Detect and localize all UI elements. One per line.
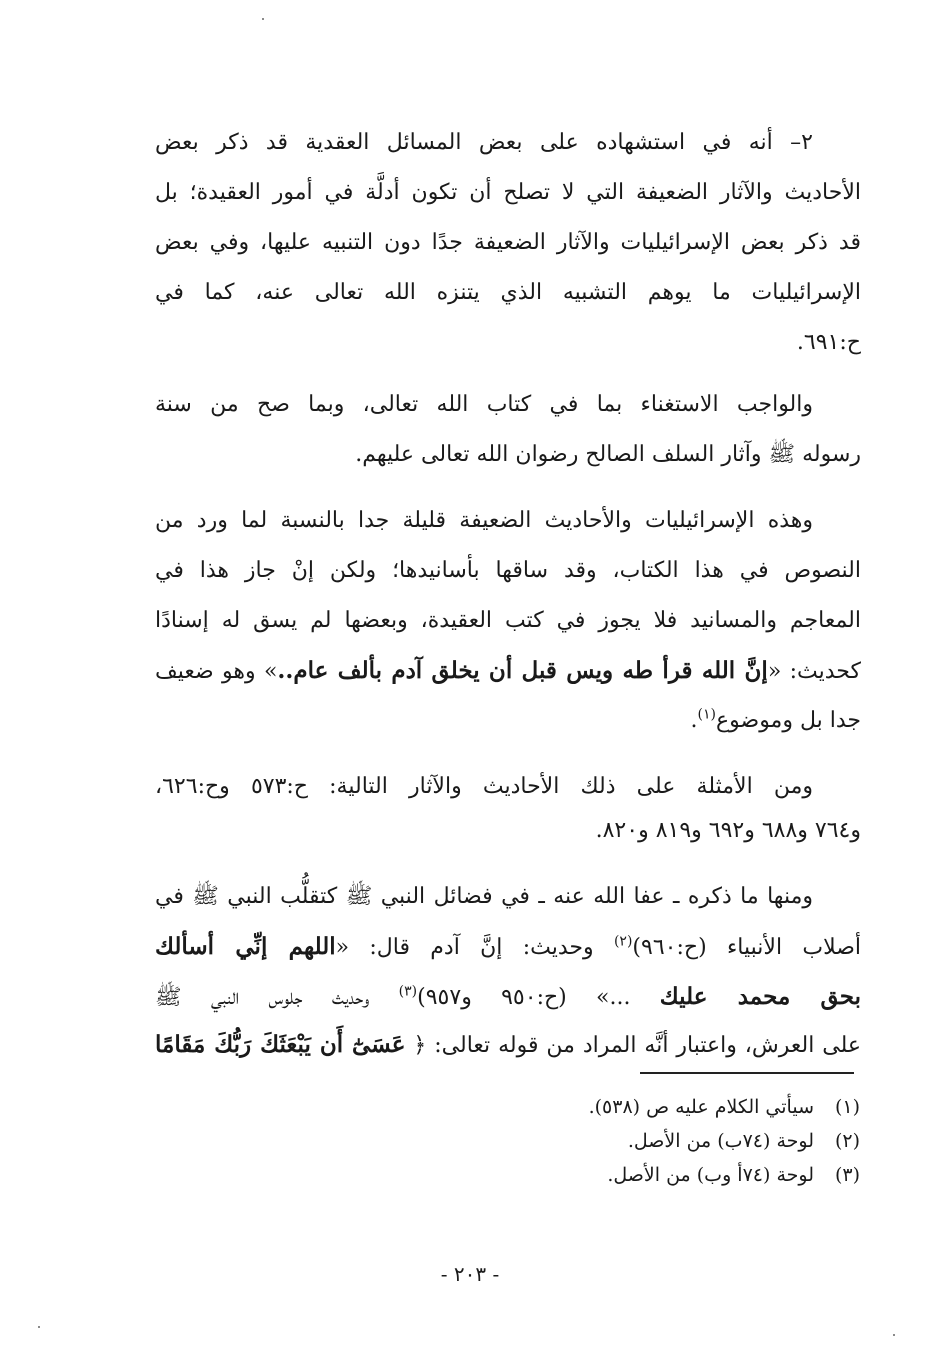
hadith-intro: كحديث: « (767, 659, 861, 684)
quran-verse: عَسَىٰٓ أَن يَبْعَثَكَ رَبُّكَ مَقَامًا (155, 1031, 406, 1058)
paragraph-1-line-4: الإسرائيليات ما يوهم التشبيه الذي يتنزه الله تعالى عنه، كما في (155, 280, 861, 305)
footnote-text: سيأتي الكلام عليه ص (٥٣٨). (588, 1096, 814, 1118)
footnote-text: لوحة (٧٤ب) من الأصل. (627, 1130, 814, 1152)
footnote-separator (640, 1072, 854, 1074)
paragraph-3-line-4 (155, 646, 861, 696)
page-number: - ٢٠٣ - (440, 1262, 500, 1286)
line-text: وحديث: إنَّ آدم قال: « (335, 935, 614, 960)
scan-speck (262, 18, 264, 20)
closing-end: . (690, 708, 698, 733)
paragraph-3-line-2: النصوص في هذا الكتاب، وقد ساقها بأسانيدها؛ ولكن إنْ جاز هذا في (155, 558, 861, 583)
paragraph-4-line-2: و٧٦٤ و٦٨٨ و٦٩٢ و٨١٩ و٨٢٠. (595, 818, 861, 843)
paragraph-5-line-3 (155, 972, 861, 1022)
paragraph-5-line-2 (155, 922, 861, 972)
footnote-2 (300, 1124, 860, 1158)
prayer-quote: اللهم إنِّي أسألك (155, 933, 336, 960)
hadith-outro: » وهو ضعيف (155, 659, 278, 684)
paragraph-5-line-1: ومنها ما ذكره ـ عفا الله عنه ـ في فضائل النبي ﷺ كتقلُّب النبي ﷺ في (155, 884, 813, 909)
paragraph-4-line-1: ومن الأمثلة على ذلك الأحاديث والآثار التالية: ح:٥٧٣ وح:٦٢٦، (155, 774, 813, 799)
paragraph-3-line-1: وهذه الإسرائيليات والأحاديث الضعيفة قليلة جدا بالنسبة لما ورد من (155, 508, 813, 533)
line-text: وحديث جلوس النبي ﷺ (155, 985, 399, 1010)
paragraph-2-line-1: والواجب الاستغناء بما في كتاب الله تعالى، وبما صح من سنة (155, 392, 813, 417)
line-text: ...» (ح:٩٥٠ و٩٥٧) (417, 985, 660, 1010)
paragraph-3-line-5 (155, 696, 861, 746)
footnote-number: (٣) (834, 1164, 860, 1186)
closing-text: جدا بل وموضوع (716, 708, 861, 733)
scan-speck (38, 1326, 40, 1328)
footnote-ref-3[interactable]: (٣) (398, 983, 418, 1000)
footnote-1 (300, 1090, 860, 1124)
footnote-3 (300, 1158, 860, 1192)
paragraph-2-line-2: رسوله ﷺ وآثار السلف الصالح رضوان الله تعالى عليهم. (355, 442, 861, 467)
footnote-number: (٢) (834, 1130, 860, 1152)
line-text: على العرش، واعتبار أنَّه المراد من قوله تعالى: ﴿ (405, 1033, 861, 1058)
footnote-number: (١) (834, 1096, 860, 1118)
footnote-ref-1[interactable]: (١) (697, 706, 717, 723)
paragraph-3-line-3: المعاجم والمسانيد فلا يجوز في كتب العقيدة، وبعضها لم يسق له إسنادًا (155, 608, 861, 633)
footnotes (300, 1090, 860, 1192)
paragraph-1-line-2: الأحاديث والآثار الضعيفة التي لا تصلح أن تكون أدلَّة في أمور العقيدة؛ بل (155, 180, 861, 205)
prayer-quote-end: بحق محمد عليك (659, 983, 861, 1010)
line-text: أصلاب الأنبياء (ح:٩٦٠) (632, 935, 861, 960)
paragraph-1-line-1: ٢– أنه في استشهاده على بعض المسائل العقدية قد ذكر بعض (155, 130, 813, 155)
paragraph-1-line-5: ح:٦٩١. (796, 330, 861, 355)
footnote-text: لوحة (٧٤أ وب) من الأصل. (607, 1164, 814, 1186)
paragraph-5-line-4 (155, 1020, 861, 1070)
paragraph-1-line-3: قد ذكر بعض الإسرائيليات والآثار الضعيفة جدًا دون التنبيه عليها، وفي بعض (155, 230, 861, 255)
hadith-quote: إنَّ الله قرأ طه ويس قبل أن يخلق آدم بألف عام.. (277, 657, 768, 684)
footnote-ref-2[interactable]: (٢) (613, 933, 633, 950)
scan-speck (893, 1334, 895, 1336)
